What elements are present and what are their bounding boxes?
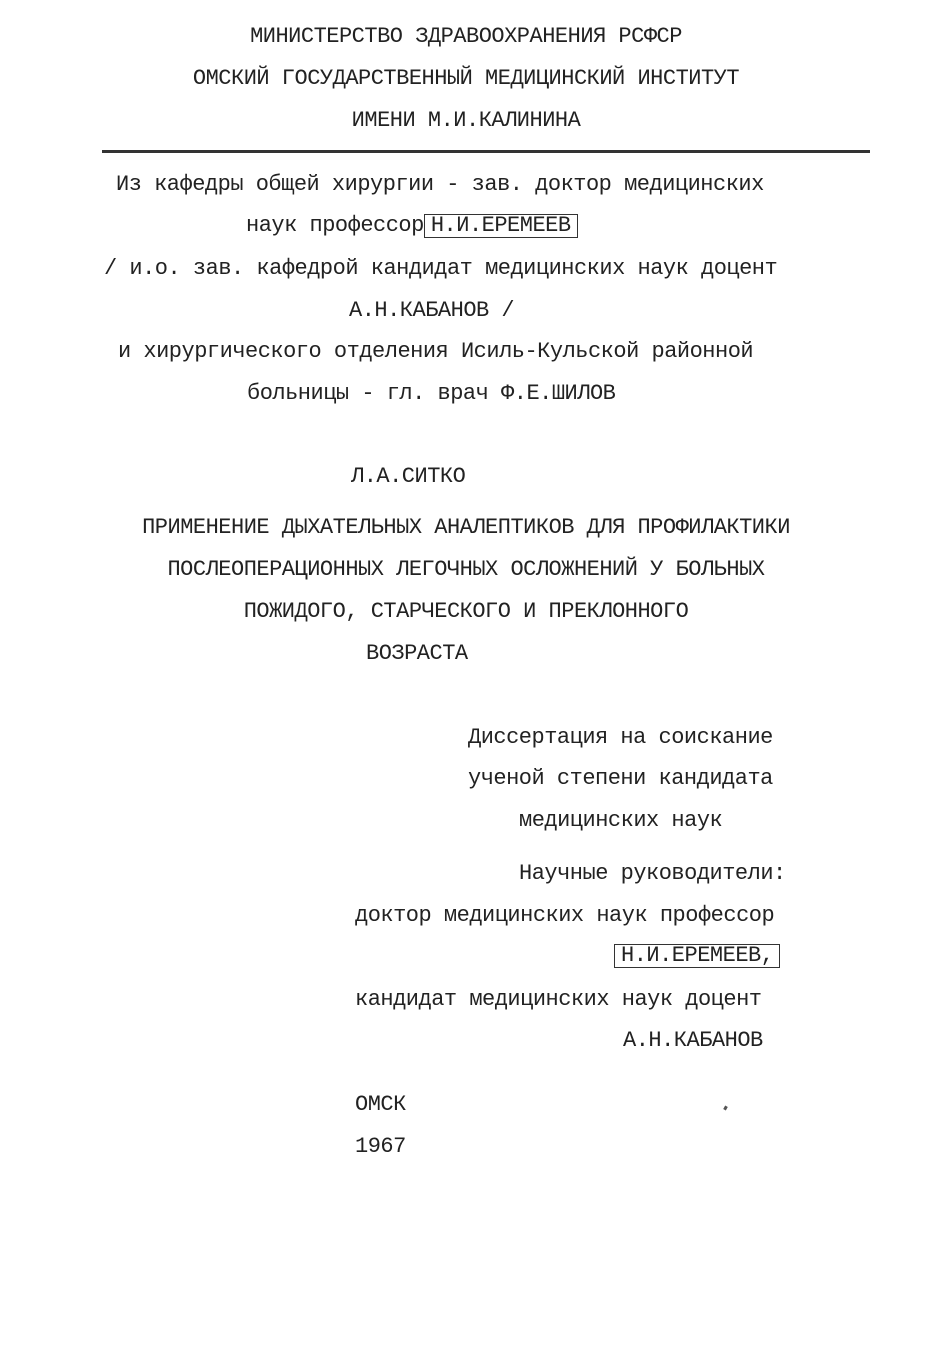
department-line-4: А.Н.КАБАНОВ / <box>349 298 515 323</box>
dissertation-line-3: медицинских наук <box>519 808 723 833</box>
supervisor-2-name: А.Н.КАБАНОВ <box>623 1028 763 1053</box>
department-line-6: больницы - гл. врач Ф.Е.ШИЛОВ <box>247 381 616 406</box>
supervisor-2-title: кандидат медицинских наук доцент <box>355 987 762 1012</box>
dissertation-line-1: Диссертация на соискание <box>468 725 773 750</box>
title-line-3: ПОЖИДОГО, СТАРЧЕСКОГО И ПРЕКЛОННОГО <box>243 599 689 624</box>
supervisor-1-title: доктор медицинских наук профессор <box>355 903 775 928</box>
year: 1967 <box>355 1134 406 1159</box>
author-name: Л.А.СИТКО <box>351 464 466 489</box>
title-line-2: ПОСЛЕОПЕРАЦИОННЫХ ЛЕГОЧНЫХ ОСЛОЖНЕНИЙ У БОЛЬНЫХ <box>167 557 765 582</box>
institute-line: ОМСКИЙ ГОСУДАРСТВЕННЫЙ МЕДИЦИНСКИЙ ИНСТИТУТ <box>192 66 740 91</box>
department-line-1: Из кафедры общей хирургии - зав. доктор медицинских <box>116 172 764 197</box>
supervisors-heading: Научные руководители: <box>519 861 786 886</box>
city: ОМСК <box>355 1092 406 1117</box>
department-line-5: и хирургического отделения Исиль-Кульской районной <box>118 339 754 364</box>
title-line-4: ВОЗРАСТА <box>366 641 468 666</box>
named-after-line: ИМЕНИ М.И.КАЛИНИНА <box>351 108 581 133</box>
department-line-2 <box>246 213 578 239</box>
head-name-box: Н.И.ЕРЕМЕЕВ <box>424 214 578 238</box>
supervisor-1-name-row <box>614 943 780 969</box>
department-line-3: / и.о. зав. кафедрой кандидат медицинских наук доцент <box>104 256 778 281</box>
title-line-1: ПРИМЕНЕНИЕ ДЫХАТЕЛЬНЫХ АНАЛЕПТИКОВ ДЛЯ ПРОФИЛАКТИКИ <box>142 515 790 540</box>
ink-speck <box>723 1106 728 1111</box>
dissertation-line-2: ученой степени кандидата <box>468 766 773 791</box>
department-line-2-prefix: наук профессор <box>246 213 424 238</box>
ministry-line: МИНИСТЕРСТВО ЗДРАВООХРАНЕНИЯ РСФСР <box>250 24 682 49</box>
header-divider <box>102 150 870 153</box>
supervisor-1-name-box: Н.И.ЕРЕМЕЕВ, <box>614 944 780 968</box>
